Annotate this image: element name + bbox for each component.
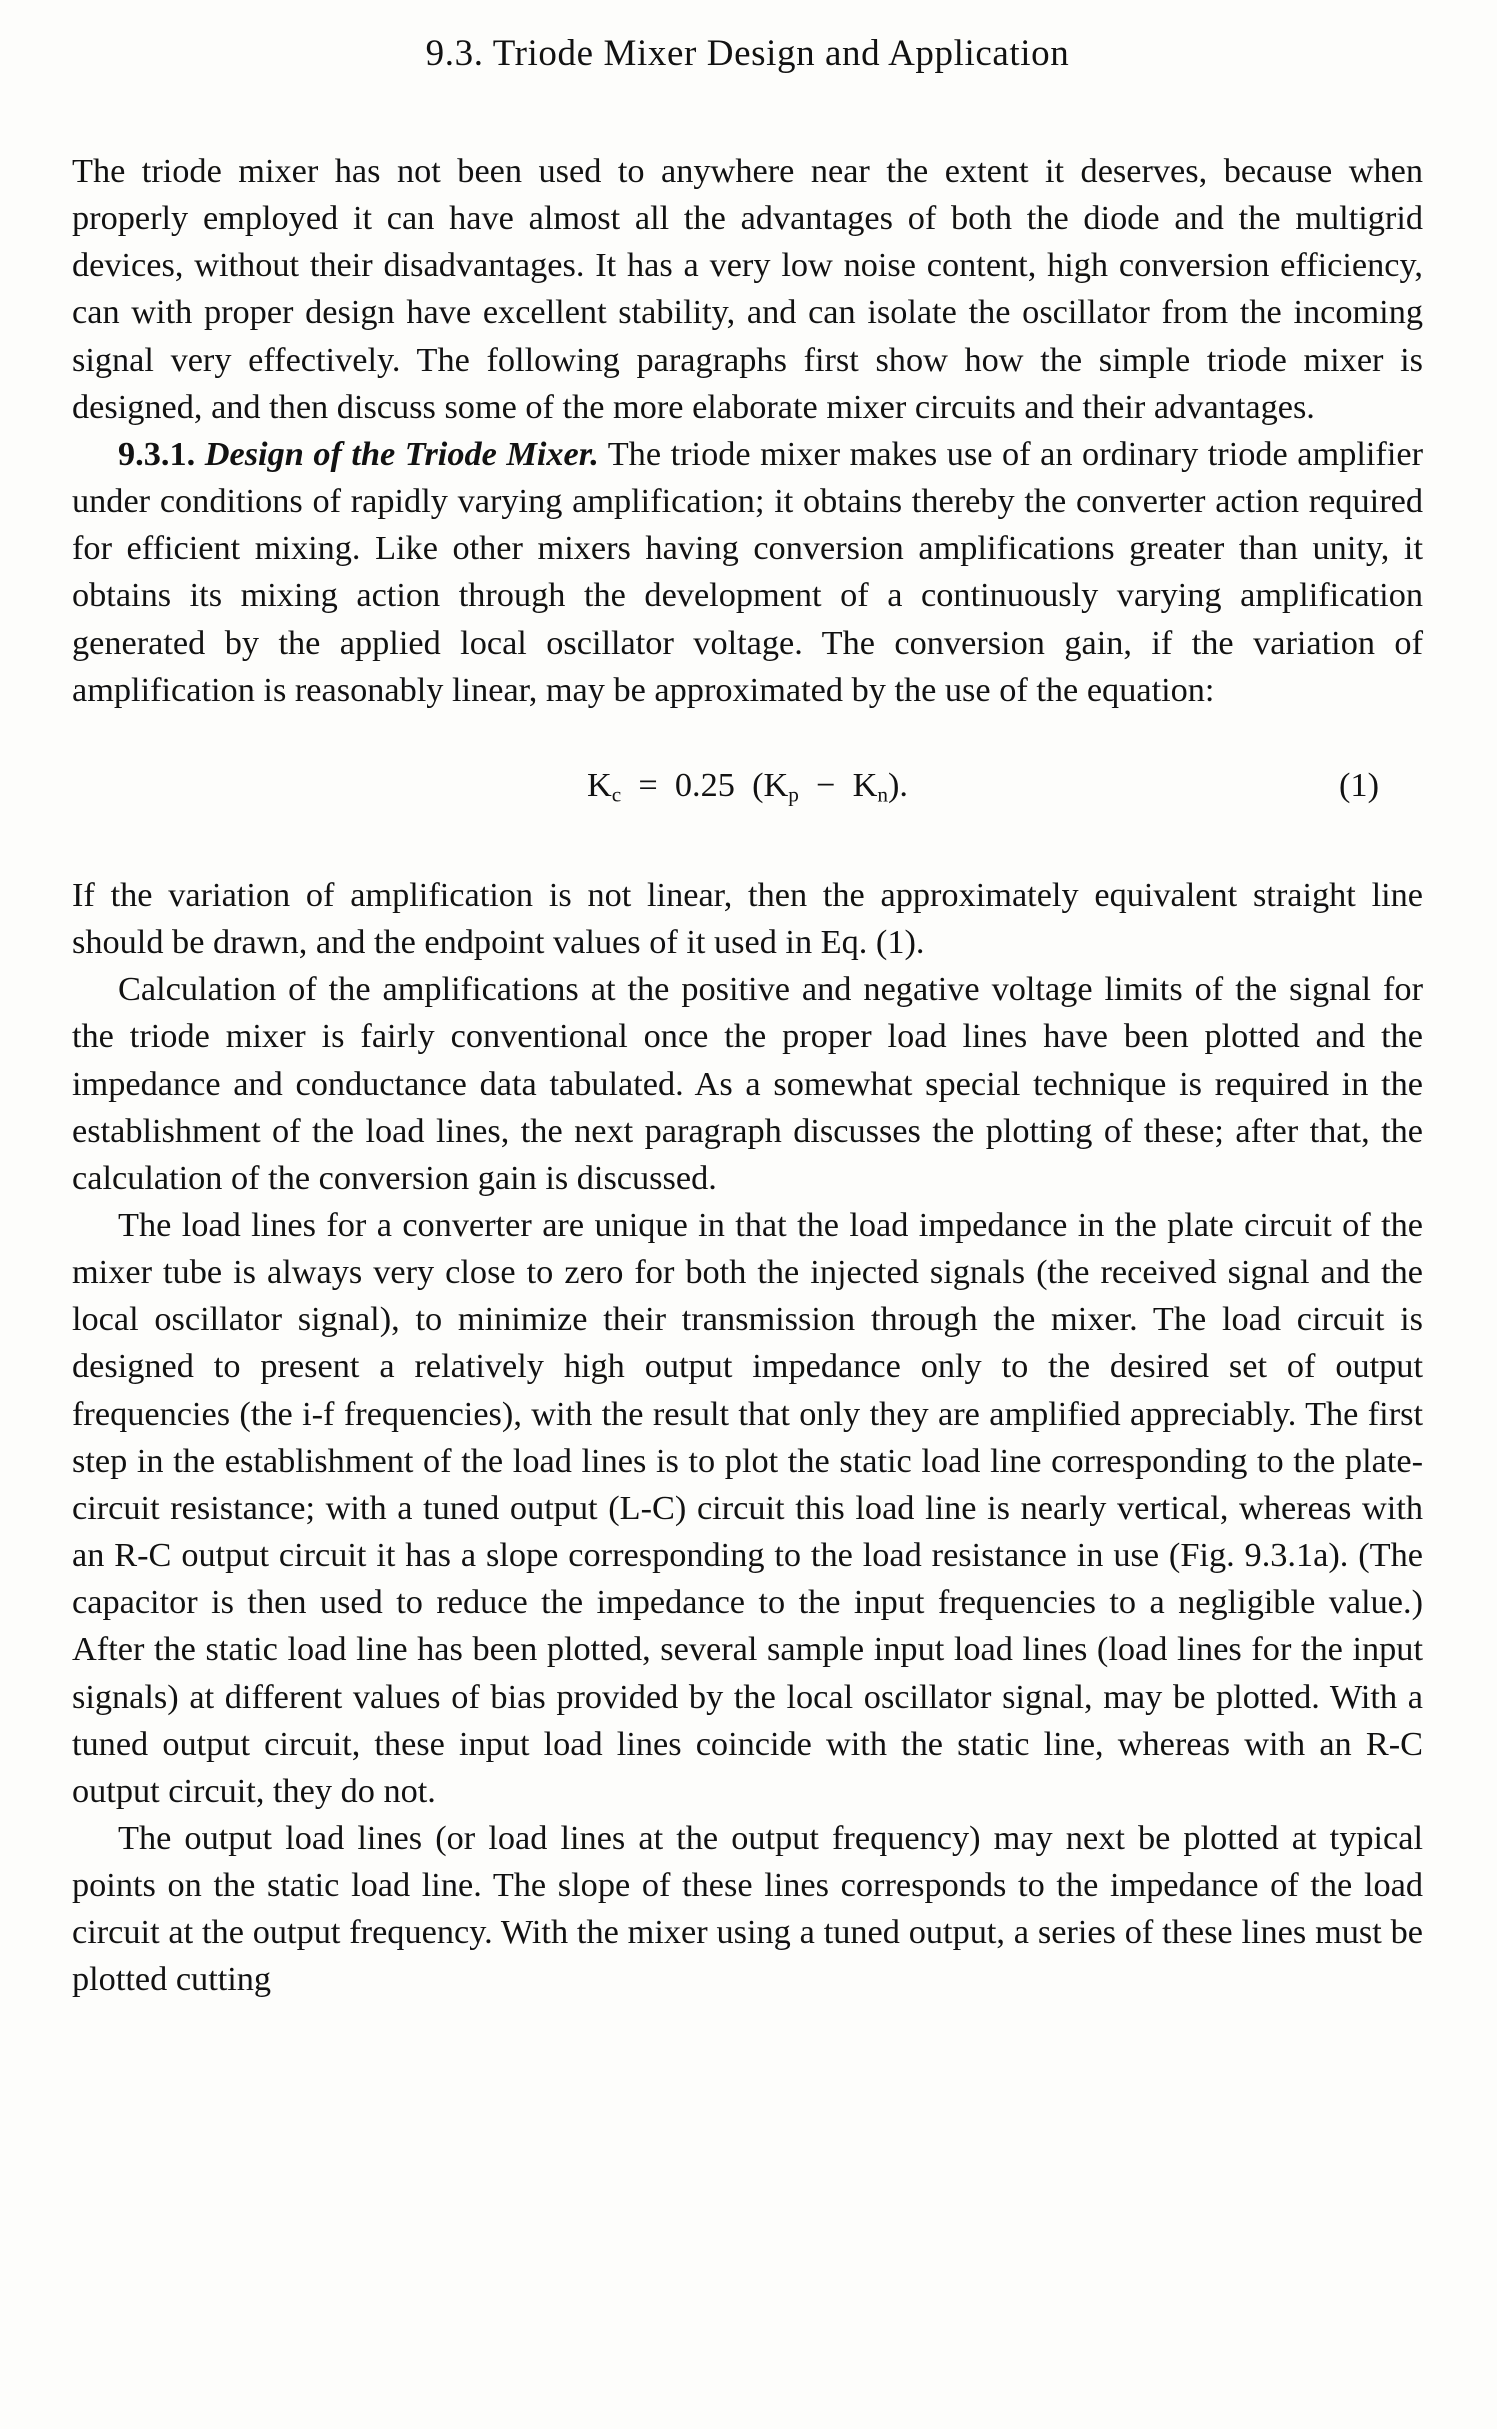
subsection-number: 9.3.1.	[118, 434, 196, 473]
equation: $K_c = 0.25$ $(K_p - K_n)$.	[587, 765, 908, 807]
after-equation-paragraph: If the variation of amplification is not linear, then the approximately equivalent straight line should be drawn, and the endpoint values of it used in Eq. (1).	[72, 875, 1423, 962]
calculation-paragraph: Calculation of the amplifications at the positive and negative voltage limits of the signal for the triode mixer is fairly conventional once the proper load lines have been plotted and the impedance and conductance data tabulated. As a somewhat special technique is required in the establishment of the load lines, the next paragraph discusses the plotting of these; after that, the calculation of the conversion gain is discussed.	[72, 970, 1423, 1197]
load-lines-paragraph: The load lines for a converter are unique in that the load impedance in the plate circuit of the mixer tube is always very close to zero for both the injected signals (the received signal and the local oscillator signal), to minimize their transmission through the mixer. The load circuit is designed to present a relatively high output impedance only to the desired set of output frequencies (the i-f frequencies), with the result that only they are amplified appreciably. The first step in the establishment of the load lines is to plot the static load line corresponding to the plate-circuit resistance; with a tuned output (L-C) circuit this load line is nearly vertical, whereas with an R-C output circuit it has a slope corresponding to the load resistance in use (Fig. 9.3.1a). (The capacitor is then used to reduce the impedance to the input frequencies to a negligible value.) After the static load line has been plotted, several sample input load lines (load lines for the input signals) at different values of bias provided by the local oscillator signal, may be plotted. With a tuned output circuit, these input load lines coincide with the static line, whereas with an R-C output circuit, they do not.	[72, 1205, 1423, 1810]
equation-block	[72, 760, 1423, 820]
output-load-lines-paragraph: The output load lines (or load lines at the output frequency) may next be plotted at typical points on the static load line. The slope of these lines corresponds to the impedance of the load circuit at the output frequency. With the mixer using a tuned output, a series of these lines must be plotted cutting	[72, 1819, 1423, 1999]
subsection-body: The triode mixer makes use of an ordinary triode amplifier under conditions of rapidly varying amplification; it obtains thereby the converter action required for efficient mixing. Like other mixers having conversion amplifications greater than unity, it obtains its mixing action through the development of a continuously varying amplification generated by the applied local oscillator voltage. The conversion gain, if the variation of amplification is reasonably linear, may be approximated by the use of the equation:	[72, 434, 1423, 709]
subsection-title: Design of the Triode Mixer.	[204, 434, 599, 473]
section-title: 9.3. Triode Mixer Design and Application	[425, 33, 1070, 74]
intro-paragraph: The triode mixer has not been used to anywhere near the extent it deserves, because when properly employed it can have almost all the advantages of both the diode and the multigrid devices, without their disadvantages. It has a very low noise content, high conversion efficiency, can with proper design have excellent stability, and can isolate the oscillator from the incoming signal very effectively. The following paragraphs first show how the simple triode mixer is designed, and then discuss some of the more elaborate mixer circuits and their advantages.	[72, 152, 1423, 426]
subsection-paragraph	[72, 431, 1423, 714]
equation-number: (1)	[1339, 765, 1379, 804]
